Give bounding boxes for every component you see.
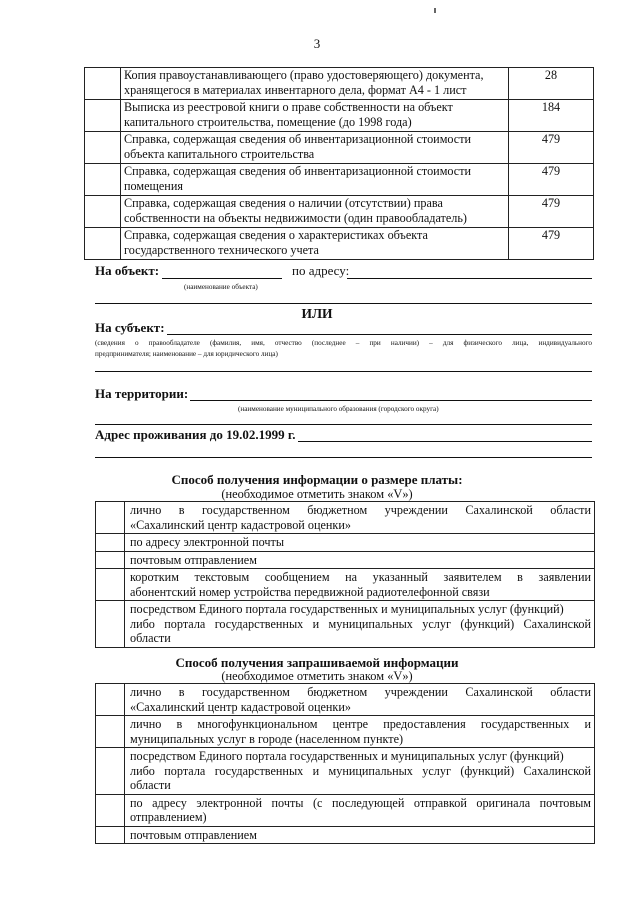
fee-option-checkbox[interactable] <box>96 551 125 569</box>
info-option-checkbox[interactable] <box>96 826 125 844</box>
subject-caption-line1: (сведения о правообладателе (фамилия, имя, отчество (последнее – при наличии) – для физического лица, индивидуального <box>95 339 592 347</box>
table-row <box>96 748 595 795</box>
residence-field[interactable] <box>298 441 592 442</box>
fee-section-title: Способ получения информации о размере платы: <box>171 472 463 487</box>
document-name: Выписка из реестровой книги о праве собственности на объект капитального строительства, помещение (до 1998 года) <box>121 100 509 132</box>
checkbox-cell[interactable] <box>85 100 121 132</box>
residence-extra-line[interactable] <box>95 457 592 458</box>
territory-field[interactable] <box>190 400 592 401</box>
table-row <box>96 601 595 648</box>
info-option-line: муниципальных услуг в городе (населенном пункте) <box>130 731 404 746</box>
info-option-line: либо портала государственных и муниципальных услуг (функций) Сахалинской <box>130 763 591 778</box>
page-number: 3 <box>313 36 321 51</box>
subject-field[interactable] <box>167 334 592 335</box>
info-option-checkbox[interactable] <box>96 748 125 795</box>
document-price: 28 <box>509 68 594 100</box>
subject-extra-line[interactable] <box>95 371 592 372</box>
checkbox-cell[interactable] <box>85 164 121 196</box>
document-name: Справка, содержащая сведения о характеристиках объекта государственного технического учета <box>121 228 509 260</box>
info-option-line: почтовым отправлением <box>130 827 257 842</box>
info-option-checkbox[interactable] <box>96 684 125 716</box>
document-price: 479 <box>509 228 594 260</box>
fee-option-line: либо портала государственных и муниципальных услуг (функций) Сахалинской <box>130 616 591 631</box>
document-name: Справка, содержащая сведения о наличии (отсутствии) права собственности на объекты недвижимости (один правообладатель) <box>121 196 509 228</box>
document-price: 479 <box>509 196 594 228</box>
table-row <box>96 684 595 716</box>
document-name: Справка, содержащая сведения об инвентаризационной стоимости помещения <box>121 164 509 196</box>
table-row <box>85 132 594 164</box>
fee-option-line: лично в государственном бюджетном учреждении Сахалинской области <box>130 503 591 517</box>
fee-option-checkbox[interactable] <box>96 569 125 601</box>
info-option-checkbox[interactable] <box>96 794 125 826</box>
table-row <box>85 100 594 132</box>
fee-option-line: коротким текстовым сообщением на указанный заявителем в заявлении <box>130 570 591 584</box>
table-row <box>85 228 594 260</box>
residence-top-line[interactable] <box>95 424 592 425</box>
object-address-field[interactable] <box>347 278 592 279</box>
object-name-field[interactable] <box>162 278 282 279</box>
table-row <box>85 68 594 100</box>
table-row <box>96 534 595 552</box>
subject-caption-line2: предпринимателя; наименование – для юридического лица) <box>95 350 278 358</box>
info-section-title: Способ получения запрашиваемой информации <box>175 655 459 670</box>
object-extra-line[interactable] <box>95 303 592 304</box>
document-price: 184 <box>509 100 594 132</box>
info-option-line: посредством Единого портала государственных и муниципальных услуг (функций) <box>130 749 564 763</box>
checkbox-cell[interactable] <box>85 196 121 228</box>
fee-option-line: почтовым отправлением <box>130 552 257 567</box>
document-name: Копия правоустанавливающего (право удостоверяющего) документа, хранящегося в материалах инвентарного дела, формат А4 - 1 лист <box>121 68 509 100</box>
info-option-line: «Сахалинский центр кадастровой оценки» <box>130 699 351 714</box>
or-divider: ИЛИ <box>301 306 333 321</box>
scan-mark <box>434 8 436 13</box>
fee-option-checkbox[interactable] <box>96 601 125 648</box>
fee-options-table <box>95 501 595 648</box>
fee-option-line: области <box>130 631 171 645</box>
object-label: На объект: <box>95 263 160 278</box>
document-price: 479 <box>509 132 594 164</box>
document-name: Справка, содержащая сведения об инвентаризационной стоимости объекта капитального строительства <box>121 132 509 164</box>
info-option-checkbox[interactable] <box>96 716 125 748</box>
checkbox-cell[interactable] <box>85 228 121 260</box>
fee-option-line: посредством Единого портала государственных и муниципальных услуг (функций) <box>130 602 564 616</box>
document-price: 479 <box>509 164 594 196</box>
subject-label: На субъект: <box>95 320 165 335</box>
table-row <box>85 196 594 228</box>
table-row <box>85 164 594 196</box>
fee-option-line: «Сахалинский центр кадастровой оценки» <box>130 517 351 532</box>
info-option-line: области <box>130 778 171 792</box>
table-row <box>96 569 595 601</box>
territory-label: На территории: <box>95 386 189 401</box>
table-row <box>96 716 595 748</box>
residence-label: Адрес проживания до 19.02.1999 г. <box>95 427 296 442</box>
info-option-line: по адресу электронной почты (с последующей отправкой оригинала почтовым <box>130 795 591 810</box>
info-section-subtitle: (необходимое отметить знаком «V») <box>221 669 413 683</box>
info-option-line: лично в многофункциональном центре предоставления государственных и <box>130 717 591 731</box>
territory-caption: (наименование муниципального образования (городского округа) <box>238 405 439 413</box>
documents-table <box>84 67 594 260</box>
info-option-line: отправлением) <box>130 810 207 824</box>
fee-option-line: по адресу электронной почты <box>130 535 285 549</box>
table-row <box>96 826 595 844</box>
object-address-label: по адресу: <box>292 263 350 278</box>
fee-section-subtitle: (необходимое отметить знаком «V») <box>221 487 413 501</box>
object-caption: (наименование объекта) <box>184 283 258 291</box>
fee-option-checkbox[interactable] <box>96 502 125 534</box>
table-row <box>96 794 595 826</box>
fee-option-checkbox[interactable] <box>96 534 125 552</box>
table-row <box>96 502 595 534</box>
info-options-table <box>95 683 595 844</box>
checkbox-cell[interactable] <box>85 68 121 100</box>
info-option-line: лично в государственном бюджетном учреждении Сахалинской области <box>130 685 591 699</box>
table-row <box>96 551 595 569</box>
checkbox-cell[interactable] <box>85 132 121 164</box>
fee-option-line: абонентский номер устройства передвижной радиотелефонной связи <box>130 584 490 599</box>
